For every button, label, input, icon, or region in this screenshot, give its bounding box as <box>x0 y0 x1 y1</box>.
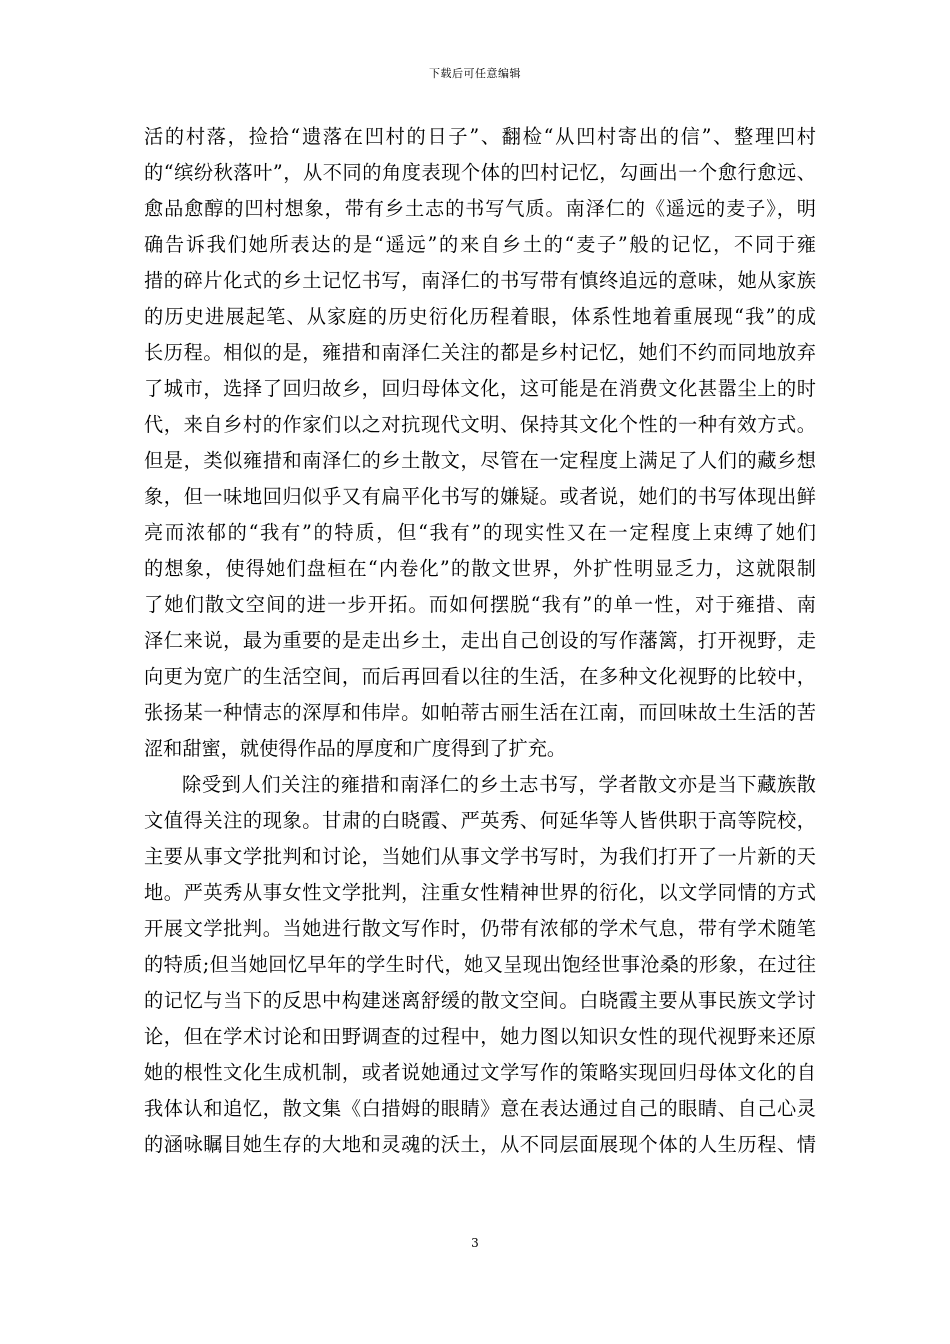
text-line: 的想象，使得她们盘桓在“内卷化”的散文世界，外扩性明显乏力，这就限制 <box>144 557 816 580</box>
paragraph-1 <box>144 119 816 767</box>
text-line: 张扬某一种情志的深厚和伟岸。如帕蒂古丽生活在江南，而回味故土生活的苦 <box>144 701 816 724</box>
page-number: 3 <box>471 1236 479 1250</box>
document-body <box>144 119 816 1163</box>
text-line: 代，来自乡村的作家们以之对抗现代文明、保持其文化个性的一种有效方式。 <box>144 413 816 436</box>
text-line: 她的根性文化生成机制，或者说她通过文学写作的策略实现回归母体文化的自 <box>144 1061 816 1084</box>
text-line: 的记忆与当下的反思中构建迷离舒缓的散文空间。白晓霞主要从事民族文学讨 <box>144 989 816 1012</box>
text-line: 文值得关注的现象。甘肃的白晓霞、严英秀、何延华等人皆供职于高等院校， <box>144 809 816 832</box>
text-line: 泽仁来说，最为重要的是走出乡土，走出自己创设的写作藩篱，打开视野，走 <box>144 629 816 652</box>
text-line: 长历程。相似的是，雍措和南泽仁关注的都是乡村记忆，她们不约而同地放弃 <box>144 341 816 364</box>
text-line: 除受到人们关注的雍措和南泽仁的乡土志书写，学者散文亦是当下藏族散 <box>182 773 816 796</box>
text-line: 亮而浓郁的“我有”的特质，但“我有”的现实性又在一定程度上束缚了她们 <box>144 521 816 544</box>
text-line: 了她们散文空间的进一步开拓。而如何摆脱“我有”的单一性，对于雍措、南 <box>144 593 816 616</box>
text-line: 但是，类似雍措和南泽仁的乡土散文，尽管在一定程度上满足了人们的藏乡想 <box>144 449 816 472</box>
text-line: 地。严英秀从事女性文学批判，注重女性精神世界的衍化，以文学同情的方式 <box>144 881 816 904</box>
text-line: 愈品愈醇的凹村想象，带有乡土志的书写气质。南泽仁的《遥远的麦子》，明 <box>144 197 816 220</box>
text-line: 主要从事文学批判和讨论，当她们从事文学书写时，为我们打开了一片新的天 <box>144 845 816 868</box>
text-line: 措的碎片化式的乡土记忆书写，南泽仁的书写带有慎终追远的意味，她从家族 <box>144 269 816 292</box>
text-line: 确告诉我们她所表达的是“遥远”的来自乡土的“麦子”般的记忆，不同于雍 <box>144 233 816 256</box>
text-line: 向更为宽广的生活空间，而后再回看以往的生活，在多种文化视野的比较中， <box>144 665 816 688</box>
text-line: 的涵咏瞩目她生存的大地和灵魂的沃土，从不同层面展现个体的人生历程、情 <box>144 1133 816 1156</box>
text-line: 开展文学批判。当她进行散文写作时，仍带有浓郁的学术气息，带有学术随笔 <box>144 917 816 940</box>
text-line: 涩和甜蜜，就使得作品的厚度和广度得到了扩充。 <box>144 737 567 760</box>
paragraph-2 <box>144 767 816 1163</box>
text-line: 活的村落，捡拾“遗落在凹村的日子”、翻检“从凹村寄出的信”、整理凹村 <box>144 125 816 148</box>
text-line: 的特质;但当她回忆早年的学生时代，她又呈现出饱经世事沧桑的形象，在过往 <box>144 953 816 976</box>
text-line: 象，但一味地回归似乎又有扁平化书写的嫌疑。或者说，她们的书写体现出鲜 <box>144 485 816 508</box>
text-line: 的历史进展起笔、从家庭的历史衍化历程着眼，体系性地着重展现“我”的成 <box>144 305 816 328</box>
text-line: 我体认和追忆，散文集《白措姆的眼睛》意在表达通过自己的眼睛、自己心灵 <box>144 1097 816 1120</box>
text-line: 的“缤纷秋落叶”，从不同的角度表现个体的凹村记忆，勾画出一个愈行愈远、 <box>144 161 816 184</box>
text-line: 了城市，选择了回归故乡，回归母体文化，这可能是在消费文化甚嚣尘上的时 <box>144 377 816 400</box>
page-header: 下载后可任意编辑 <box>429 67 521 80</box>
text-line: 论，但在学术讨论和田野调查的过程中，她力图以知识女性的现代视野来还原 <box>144 1025 816 1048</box>
